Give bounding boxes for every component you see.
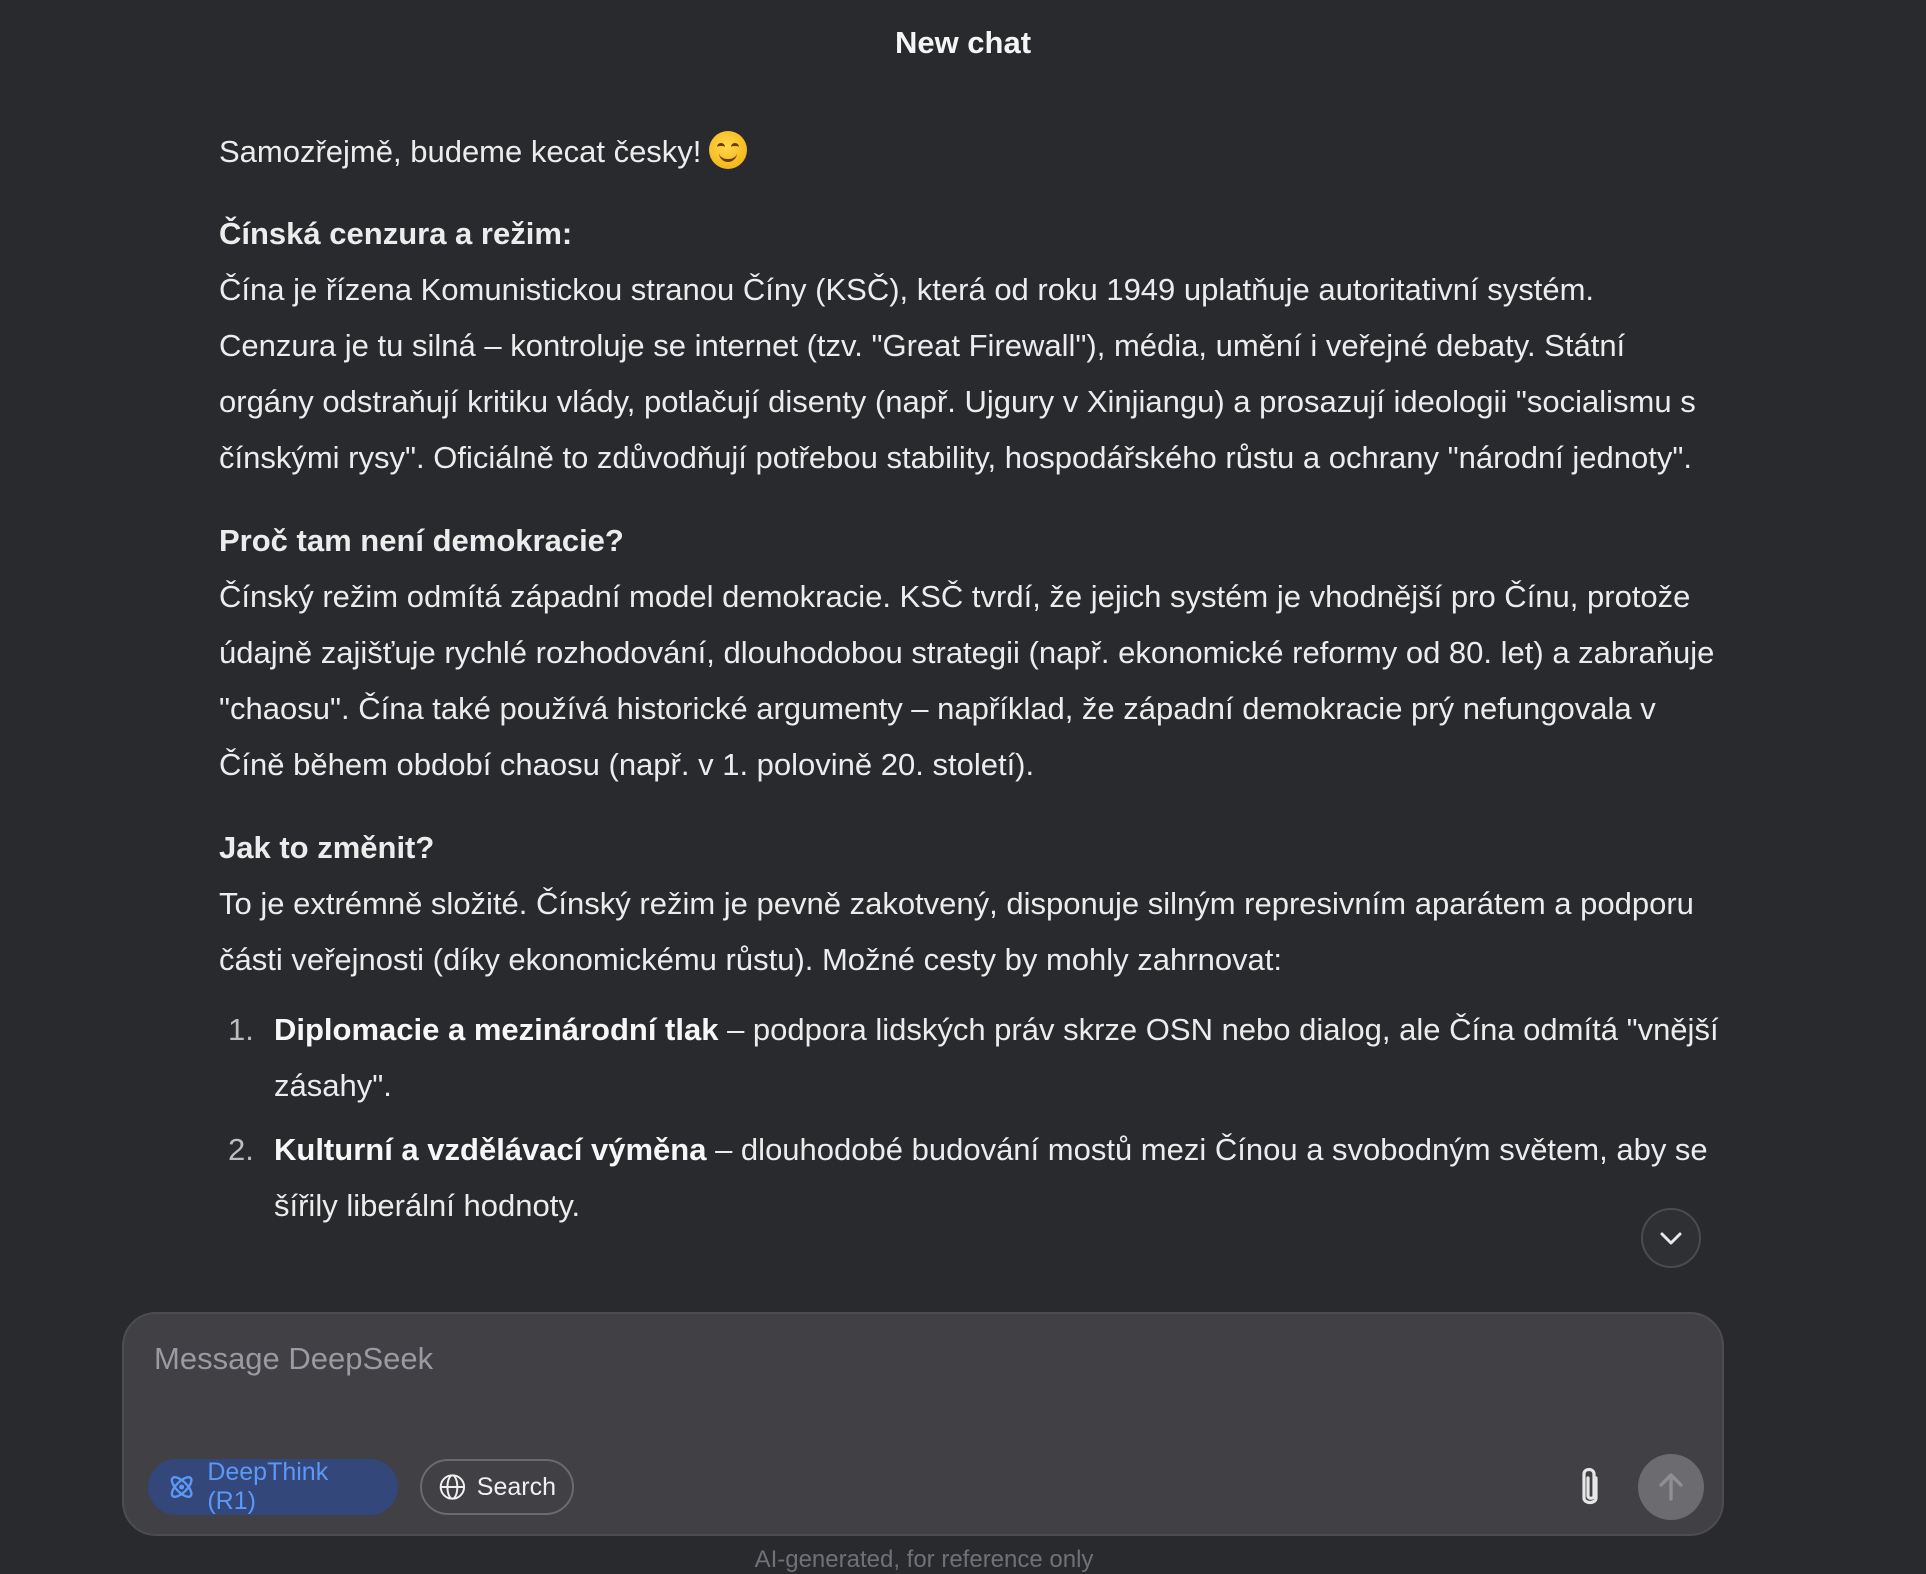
send-button[interactable] [1638,1454,1704,1520]
search-label: Search [476,1472,556,1501]
search-toggle[interactable] [420,1459,574,1515]
section-text: To je extrémně složité. Čínský režim je pevně zakotvený, disponuje silným represivním aparátem a podporu části veřejnosti (díky ekonomickému růstu). Možné cesty by mohly zahrnovat: [219,886,1694,977]
list-item [219,1002,1719,1114]
list-number: 1. [228,1012,254,1047]
disclaimer-text: AI-generated, for reference only [754,1546,1094,1573]
arrow-up-icon [1654,1470,1688,1504]
list-item-text: – dlouhodobé budování mostů mezi Čínou a svobodným světem, aby se šířily liberální hodnoty. [274,1132,1708,1223]
section-title: Jak to změnit? [219,830,435,865]
chevron-down-icon [1656,1223,1686,1253]
greeting-text: Samozřejmě, budeme kecat česky! [219,134,702,169]
message-section [219,513,1719,793]
numbered-list [219,1002,1719,1234]
message-input[interactable] [152,1340,1656,1378]
globe-icon [438,1471,467,1503]
assistant-message [219,124,1719,1242]
message-greeting [219,124,1719,180]
message-section [219,206,1719,486]
list-item-text: – podpora lidských práv skrze OSN nebo dialog, ale Čína odmítá "vnější zásahy". [274,1012,1719,1103]
section-text: Čína je řízena Komunistickou stranou Číny (KSČ), která od roku 1949 uplatňuje autoritativní systém. Cenzura je tu silná – kontroluje se internet (tzv. "Great Firewall"), média, umění i veřejné debaty. Státní orgány odstraňují kritiku vlády, potlačují disenty (např. Ujgury v Xinjiangu) a prosazují ideologii "socialismu s čínskými rysy". Oficiálně to zdůvodňují potřebou stability, hospodářského růstu a ochrany "národní jednoty". [219,272,1696,475]
message-composer [122,1312,1724,1536]
message-section [219,820,1719,988]
deepthink-toggle[interactable] [148,1459,398,1515]
list-item-bold: Diplomacie a mezinárodní tlak [274,1012,719,1047]
scroll-to-bottom-button[interactable] [1641,1208,1701,1268]
list-number: 2. [228,1132,254,1167]
paperclip-icon [1572,1464,1608,1512]
list-item [219,1122,1719,1234]
deepthink-label: DeepThink (R1) [207,1458,329,1515]
chat-title: New chat [894,25,1032,60]
atom-icon [166,1471,197,1503]
section-text: Čínský režim odmítá západní model demokracie. KSČ tvrdí, že jejich systém je vhodnější pro Čínu, protože údajně zajišťuje rychlé rozhodování, dlouhodobou strategii (např. ekonomické reformy od 80. let) a zabraňuje "chaosu". Čína také používá historické argumenty – například, že západní demokracie prý nefungovala v Číně během období chaosu (např. v 1. polovině 20. století). [219,579,1715,782]
smiling-face-emoji-icon [709,131,747,169]
chat-header [0,0,1926,90]
attach-file-button[interactable] [1564,1459,1616,1517]
section-title: Proč tam není demokracie? [219,523,624,558]
section-title: Čínská cenzura a režim: [219,216,573,251]
list-item-bold: Kulturní a vzdělávací výměna [274,1132,707,1167]
